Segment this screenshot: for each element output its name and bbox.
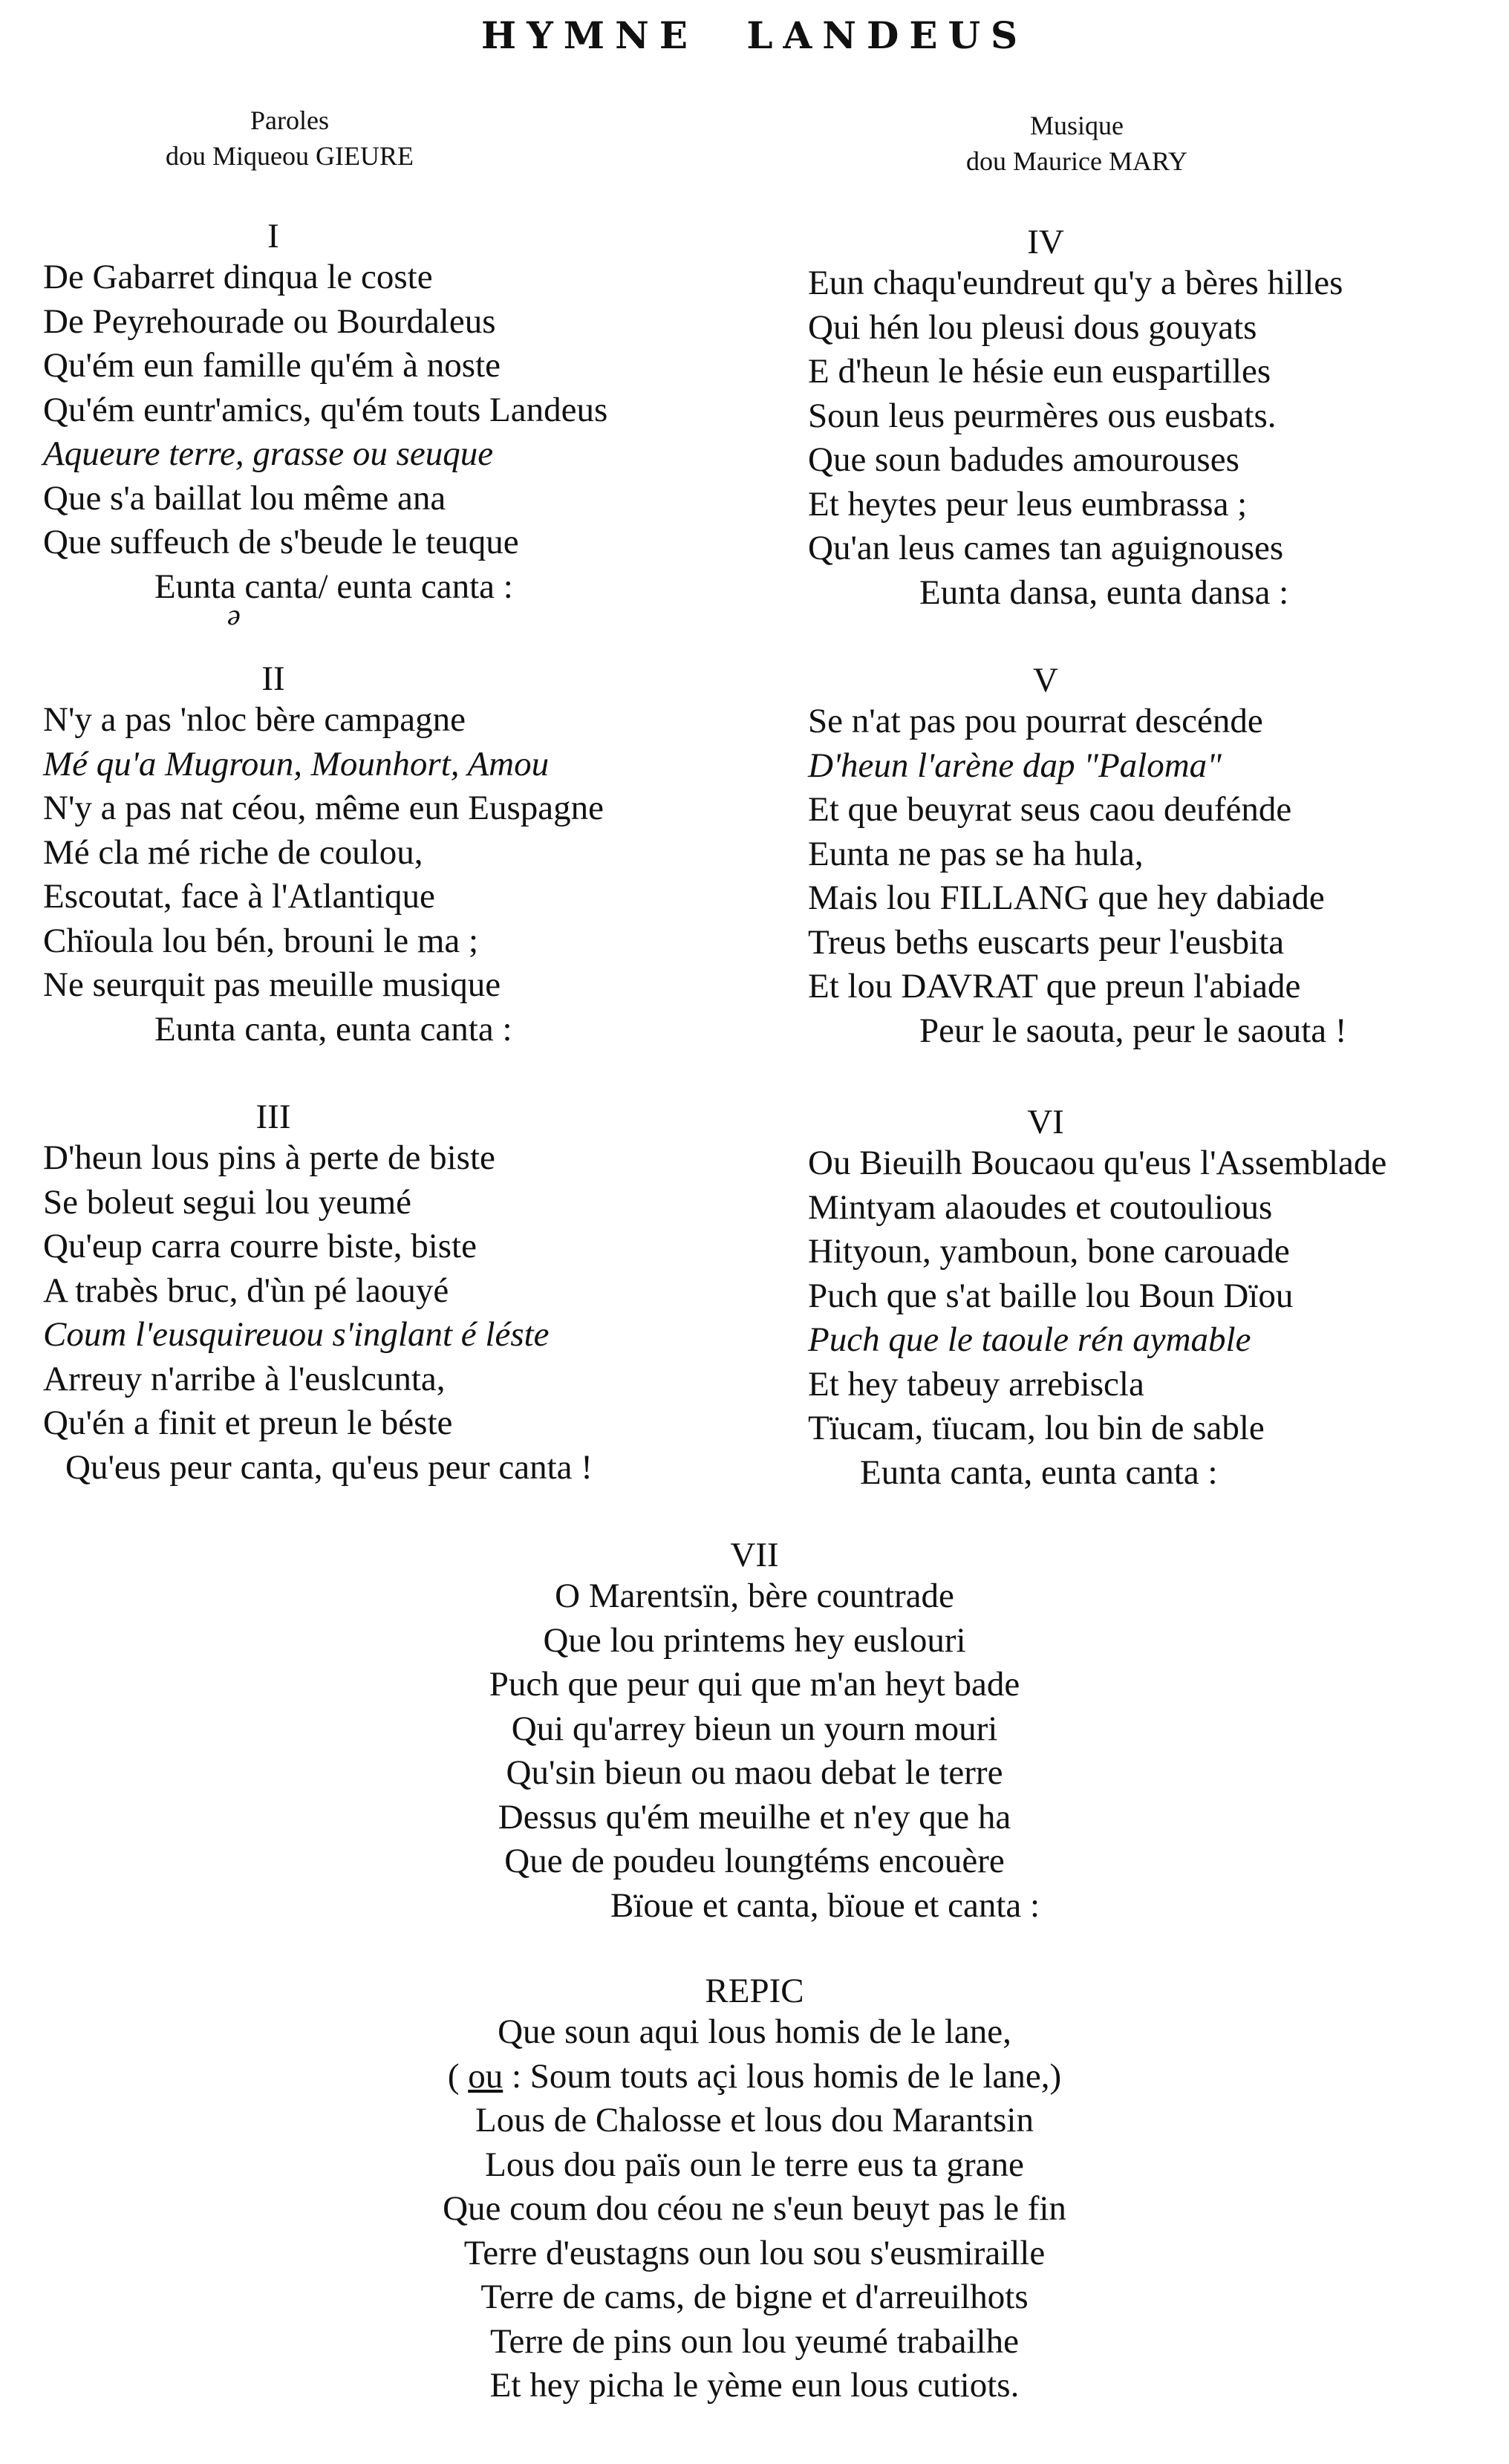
- verse-line: Mé cla mé riche de coulou,: [43, 832, 423, 872]
- verse-line: E d'heun le hésie eun euspartilles: [808, 352, 1271, 391]
- song-title: HYMNE LANDEUS: [480, 13, 1029, 57]
- lyrics-author: dou Miqueou GIEURE: [166, 141, 414, 171]
- verse-line: Puch que le taoule rén aymable: [808, 1320, 1251, 1359]
- verse-line: Mé qu'a Mugroun, Mounhort, Amou: [43, 744, 550, 783]
- verse-line: Mintyam alaoudes et coutoulious: [808, 1187, 1273, 1227]
- verse-line: Arreuy n'arribe à l'euslcunta,: [43, 1359, 446, 1398]
- alternate-rest: : Soum touts açi lous homis de le lane,): [503, 2056, 1062, 2096]
- stanza-numeral: IV: [1027, 223, 1064, 261]
- verse-line: Terre de pins oun lou yeumé trabailhe: [490, 2321, 1019, 2361]
- verse-line: Soun leus peurmères ous eusbats.: [808, 396, 1277, 435]
- stanza-numeral: III: [255, 1098, 291, 1136]
- refrain-line: Bïoue et canta, bïoue et canta :: [610, 1886, 1040, 1925]
- verse-line: Coum l'eusquireuou s'inglant é léste: [43, 1315, 550, 1354]
- verse-line: A trabès bruc, d'ùn pé laouyé: [43, 1271, 449, 1310]
- alternate-line: [0, 2055, 1509, 2099]
- lyrics-credit: [134, 102, 446, 174]
- verse-line: D'heun lous pins à perte de biste: [43, 1138, 495, 1177]
- refrain-line: Qu'eus peur canta, qu'eus peur canta !: [65, 1447, 593, 1487]
- verse-line: Et hey picha le yème eun lous cutiots.: [489, 2366, 1020, 2405]
- verse-line: Que soun aqui lous homis de le lane,: [498, 2012, 1011, 2051]
- alternate-open: (: [447, 2056, 469, 2096]
- verse-line: Et heytes peur leus eumbrassa ;: [808, 484, 1248, 524]
- stanza-numeral: V: [1033, 661, 1058, 700]
- handwritten-mark: ə: [227, 598, 241, 631]
- verse-line: Terre d'eustagns oun lou sou s'eusmiraille: [463, 2233, 1046, 2272]
- verse-line: Aqueure terre, grasse ou seuque: [43, 434, 494, 473]
- verse-line: Que lou printems hey euslouri: [543, 1620, 966, 1660]
- verse-line: Qu'an leus cames tan aguignouses: [808, 529, 1284, 567]
- music-label: Musique: [1030, 111, 1124, 140]
- verse-line: Qu'én a finit et preun le béste: [43, 1404, 453, 1442]
- verse-line: Se boleut segui lou yeumé: [43, 1182, 412, 1222]
- stanza-5: [808, 661, 1499, 1053]
- chorus-heading: REPIC: [705, 1972, 804, 2010]
- stanza-1: [43, 217, 741, 609]
- music-author: dou Maurice MARY: [966, 146, 1187, 176]
- verse-line: Qu'sin bieun ou maou debat le terre: [506, 1753, 1003, 1792]
- stanza-7: [0, 1536, 1509, 1928]
- stanza-numeral: VI: [1027, 1103, 1064, 1141]
- verse-line: Que de poudeu loungtéms encouère: [504, 1842, 1005, 1880]
- stanza-numeral: VII: [730, 1536, 779, 1574]
- verse-line: Que coum dou céou ne s'eun beuyt pas le fin: [443, 2189, 1066, 2228]
- verse-line: D'heun l'arène dap "Paloma": [808, 746, 1222, 785]
- verse-line: Et lou DAVRAT que preun l'abiade: [808, 967, 1301, 1006]
- verse-line: Eunta ne pas se ha hula,: [808, 834, 1144, 873]
- stanza-6: [808, 1103, 1499, 1495]
- refrain-line: Eunta canta, eunta canta :: [154, 1009, 512, 1049]
- verse-line: Ne seurquit pas meuille musique: [43, 965, 501, 1004]
- verse-line: Que s'a baillat lou même ana: [43, 478, 446, 518]
- verse-line: N'y a pas nat céou, même eun Euspagne: [43, 789, 604, 827]
- refrain-line: Eunta dansa, eunta dansa :: [919, 573, 1289, 612]
- verse-line: Chïoula lou bén, brouni le ma ;: [43, 921, 479, 960]
- verse-line: Escoutat, face à l'Atlantique: [43, 877, 435, 916]
- chorus: [0, 1972, 1509, 2408]
- verse-line: Eun chaqu'eundreut qu'y a bères hilles: [808, 264, 1343, 302]
- verse-line: Qu'ém eun famille qu'ém à noste: [43, 346, 501, 385]
- stanza-numeral: II: [261, 659, 285, 698]
- verse-line: Qui hén lou pleusi dous gouyats: [808, 307, 1257, 347]
- stanza-2: [43, 659, 741, 1052]
- verse-line: Tïucam, tïucam, lou bin de sable: [808, 1409, 1265, 1447]
- verse-line: Mais lou FILLANG que hey dabiade: [808, 879, 1325, 917]
- verse-line: Que suffeuch de s'beude le teuque: [43, 523, 519, 561]
- verse-line: Et hey tabeuy arrebiscla: [808, 1364, 1144, 1404]
- stanza-numeral: I: [267, 217, 279, 255]
- verse-line: Que soun badudes amourouses: [808, 440, 1239, 479]
- verse-line: Se n'at pas pou pourrat descénde: [808, 702, 1263, 740]
- verse-line: Hityoun, yamboun, bone carouade: [808, 1232, 1290, 1271]
- verse-line: Ou Bieuilh Boucaou qu'eus l'Assemblade: [808, 1144, 1387, 1182]
- verse-line: Qu'eup carra courre biste, biste: [43, 1227, 477, 1265]
- verse-line: Et que beuyrat seus caou deufénde: [808, 790, 1292, 829]
- verse-line: Qui qu'arrey bieun un yourn mouri: [511, 1709, 998, 1748]
- verse-line: Qu'ém euntr'amics, qu'ém touts Landeus: [43, 390, 608, 429]
- verse-line: Puch que s'at baille lou Boun Dïou: [808, 1276, 1294, 1315]
- refrain-line: Peur le saouta, peur le saouta !: [919, 1011, 1347, 1050]
- verse-line: N'y a pas 'nloc bère campagne: [43, 700, 466, 739]
- verse-line: Terre de cams, de bigne et d'arreuilhots: [480, 2278, 1029, 2316]
- verse-line: Treus beths euscarts peur l'eusbita: [808, 922, 1285, 962]
- verse-line: Dessus qu'ém meuilhe et n'ey que ha: [498, 1797, 1011, 1836]
- verse-line: Lous de Chalosse et lous dou Marantsin: [475, 2101, 1034, 2139]
- stanza-4: [808, 223, 1499, 615]
- alternate-word: ou: [468, 2056, 503, 2096]
- refrain-line: Eunta canta/ eunta canta :: [154, 567, 513, 606]
- verse-line: Lous dou païs oun le terre eus ta grane: [485, 2145, 1024, 2184]
- verse-line: De Gabarret dinqua le coste: [43, 258, 433, 296]
- verse-line: Puch que peur qui que m'an heyt bade: [489, 1665, 1020, 1704]
- stanza-3: [43, 1098, 741, 1490]
- music-credit: [921, 108, 1233, 179]
- refrain-line: Eunta canta, eunta canta :: [860, 1453, 1218, 1492]
- verse-line: O Marentsïn, bère countrade: [555, 1577, 954, 1615]
- verse-line: De Peyrehourade ou Bourdaleus: [43, 302, 496, 341]
- lyrics-label: Paroles: [250, 105, 329, 135]
